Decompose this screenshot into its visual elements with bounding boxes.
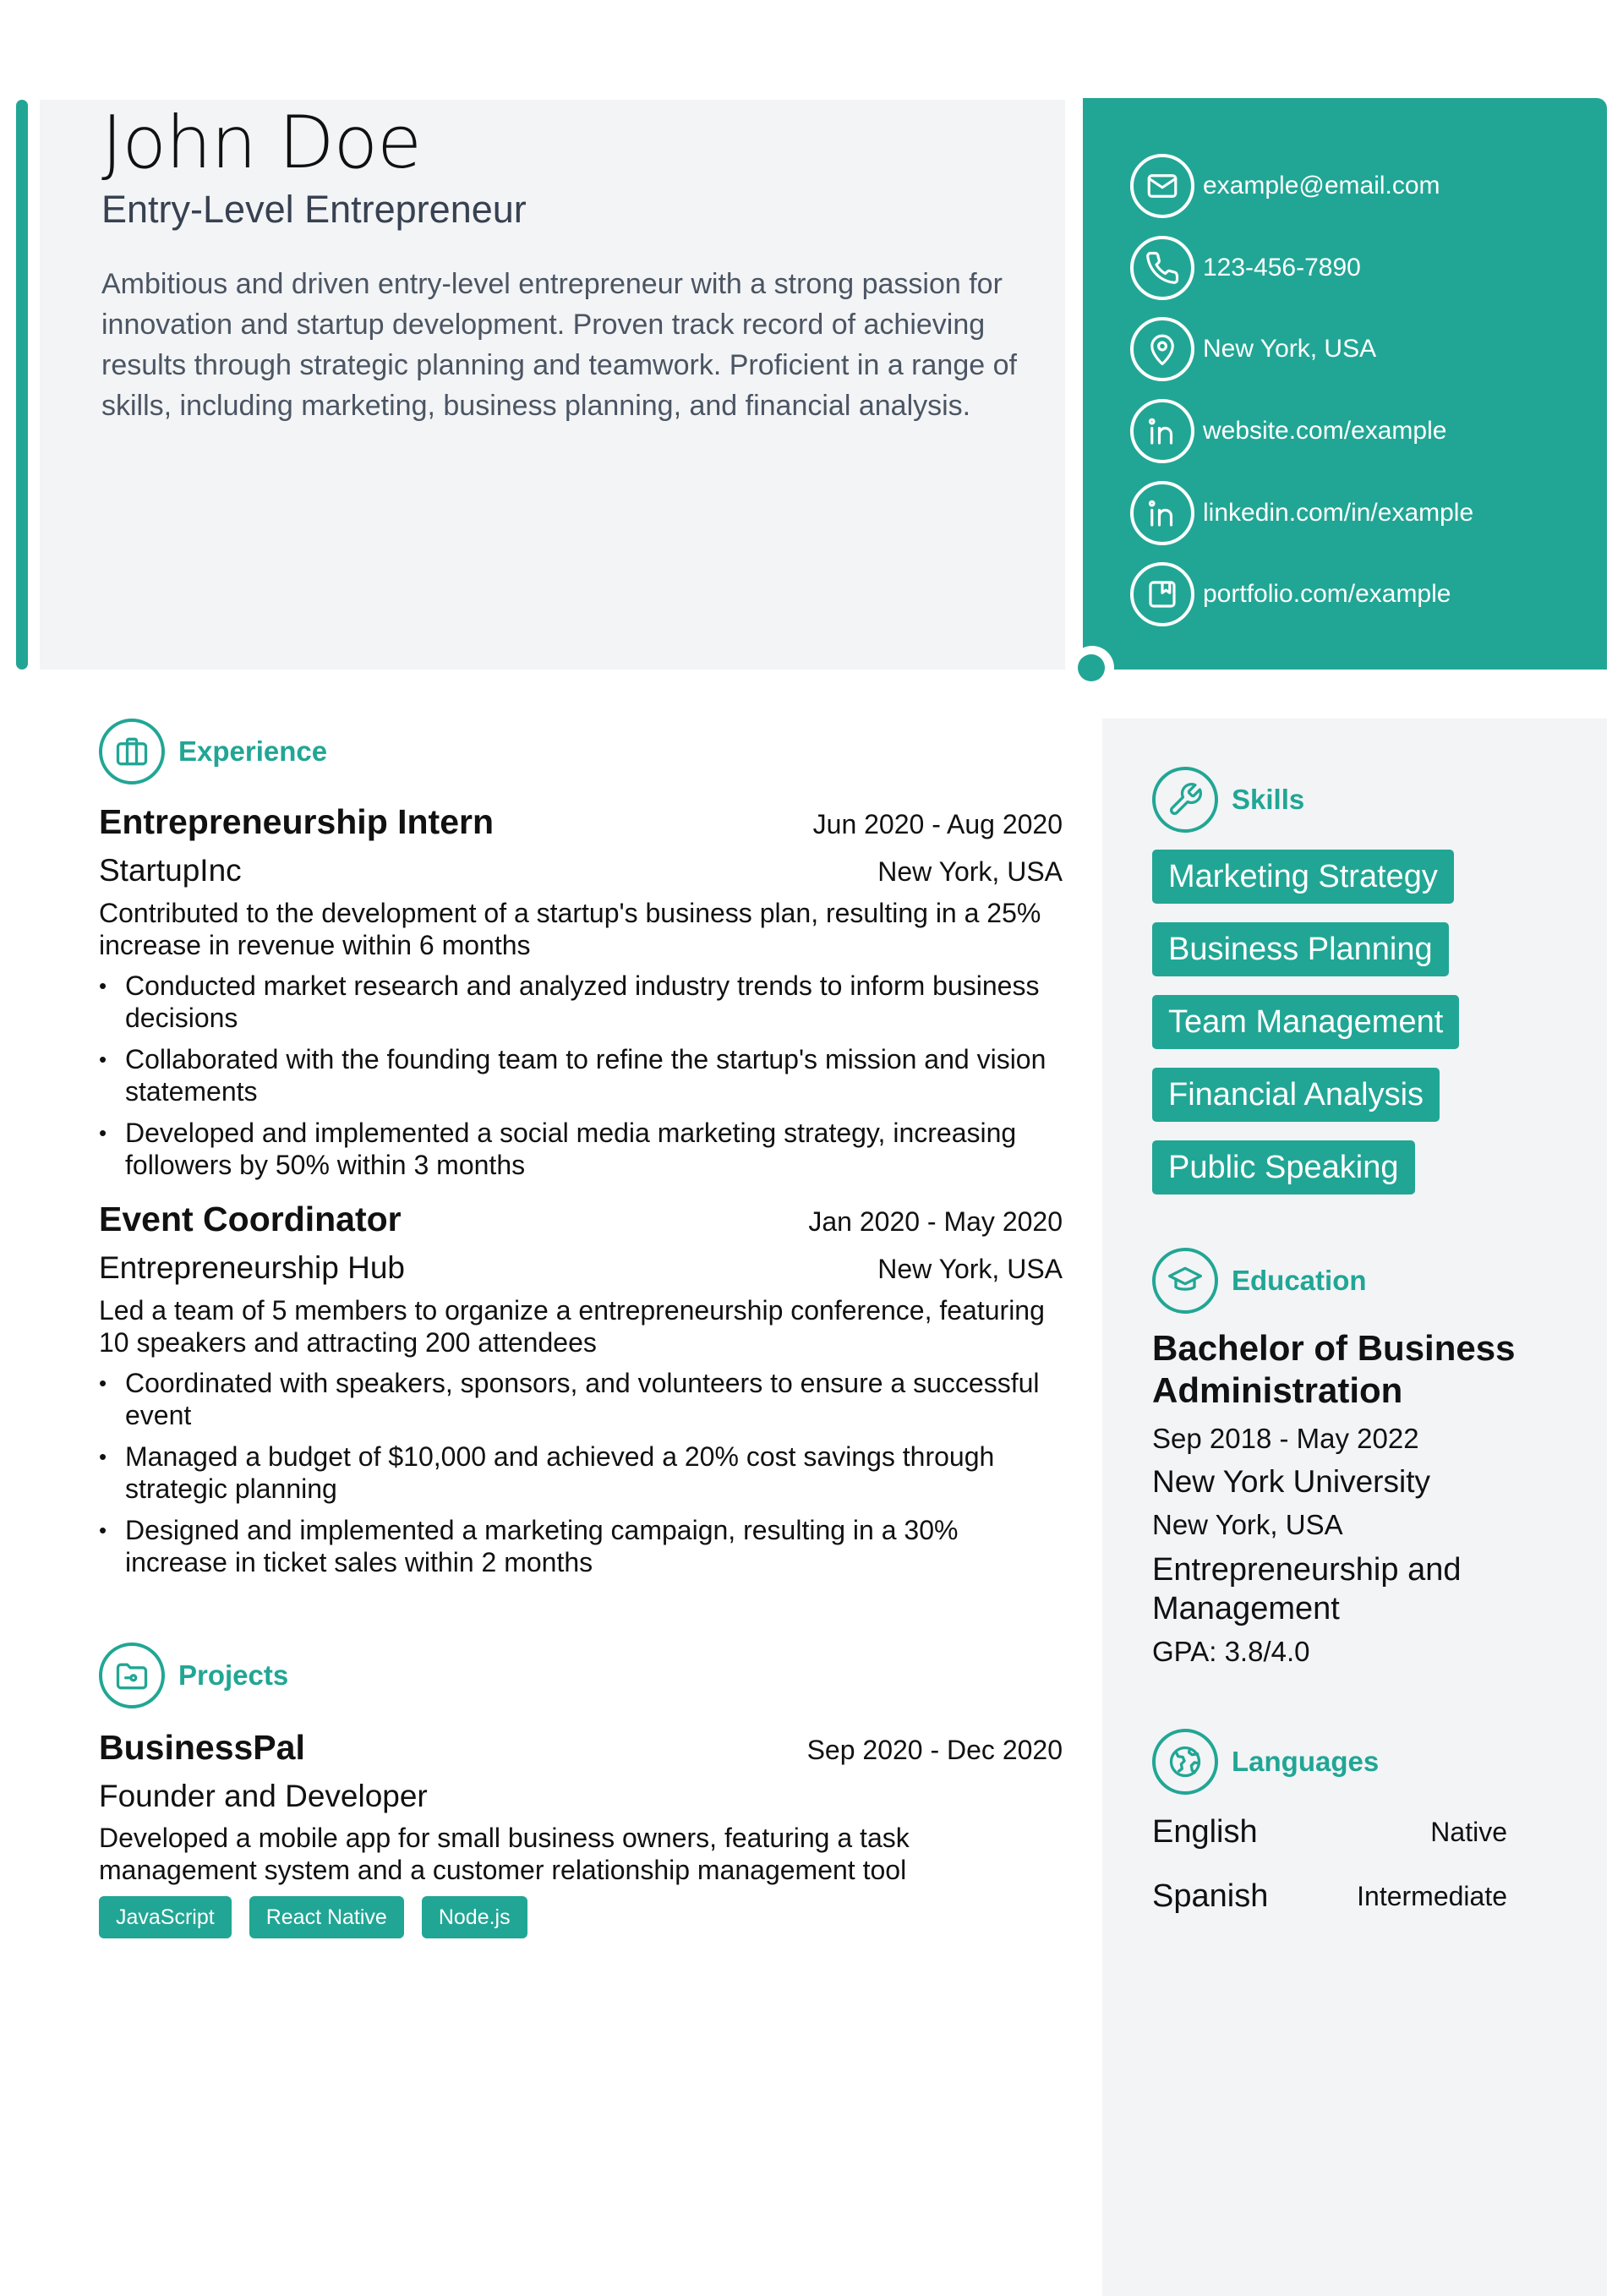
experience-title: Experience [178, 735, 328, 767]
folder-icon [99, 1643, 165, 1708]
contact-location-text: New York, USA [1203, 335, 1377, 364]
languages-title: Languages [1232, 1746, 1380, 1777]
skill-tag: Marketing Strategy [1152, 850, 1454, 904]
education-entry [1152, 1327, 1575, 1670]
job-date: Jun 2020 - Aug 2020 [812, 809, 1063, 839]
job-company: StartupInc [99, 853, 242, 888]
job-location: New York, USA [877, 856, 1063, 887]
job-location: New York, USA [877, 1254, 1063, 1284]
contact-phone[interactable] [1130, 227, 1473, 309]
contact-linkedin[interactable] [1130, 472, 1473, 554]
globe-icon [1152, 1729, 1218, 1795]
skill-tag: Team Management [1152, 995, 1459, 1049]
language-level: Intermediate [1357, 1880, 1507, 1911]
contact-phone-text: 123-456-7890 [1203, 253, 1361, 282]
experience-heading [99, 719, 327, 784]
project-tag: Node.js [422, 1896, 527, 1938]
edu-degree: Bachelor of Business Administration [1152, 1328, 1516, 1410]
phone-icon [1130, 236, 1194, 300]
contact-location [1130, 309, 1473, 391]
person-name: John Doe [101, 101, 422, 185]
project-title: BusinessPal [99, 1728, 305, 1767]
language-name: English [1152, 1813, 1258, 1850]
job-company: Entrepreneurship Hub [99, 1250, 405, 1285]
job-bullets [99, 970, 1063, 1181]
project-tags [99, 1896, 1063, 1938]
project-summary: Developed a mobile app for small business owners, featuring a task management system and a customer relationship management tool [99, 1823, 910, 1885]
project-list [99, 1725, 1063, 1938]
graduation-cap-icon [1152, 1248, 1218, 1314]
contact-linkedin-text: linkedin.com/in/example [1203, 498, 1474, 527]
skills-title: Skills [1232, 784, 1305, 815]
edu-date: Sep 2018 - May 2022 [1152, 1423, 1419, 1454]
edu-school: New York University [1152, 1464, 1431, 1499]
job-bullet: • Designed and implemented a marketing campaign, resulting in a 30% increase in ticket sales within 2 months [99, 1514, 1063, 1578]
contact-email[interactable] [1130, 145, 1473, 227]
edu-field: Entrepreneurship and Management [1152, 1552, 1462, 1626]
languages-heading [1152, 1729, 1379, 1795]
job-title: Entrepreneurship Intern [99, 802, 495, 841]
job-summary: Contributed to the development of a startup's business plan, resulting in a 25% increase in revenue within 6 months [99, 898, 1041, 960]
map-pin-icon [1130, 317, 1194, 381]
skill-tag: Public Speaking [1152, 1140, 1415, 1194]
briefcase-icon [99, 719, 165, 784]
job-bullet: • Coordinated with speakers, sponsors, and volunteers to ensure a successful event [99, 1367, 1063, 1431]
job-bullet: • Managed a budget of $10,000 and achieved a 20% cost savings through strategic planning [99, 1440, 1063, 1505]
job-bullet: • Conducted market research and analyzed industry trends to inform business decisions [99, 970, 1063, 1034]
project-tag: React Native [249, 1896, 404, 1938]
job-bullets [99, 1367, 1063, 1578]
project-date: Sep 2020 - Dec 2020 [806, 1735, 1063, 1765]
job-bullet: • Collaborated with the founding team to refine the startup's mission and vision statements [99, 1043, 1063, 1107]
job-bullet: • Developed and implemented a social media marketing strategy, increasing followers by 50% within 3 months [99, 1117, 1063, 1181]
job-entry [99, 1196, 1063, 1578]
contact-website[interactable] [1130, 391, 1473, 473]
contact-portfolio[interactable] [1130, 554, 1473, 636]
portfolio-icon [1130, 562, 1194, 626]
education-title: Education [1232, 1265, 1367, 1296]
linkedin-icon [1130, 399, 1194, 463]
contact-portfolio-text: portfolio.com/example [1203, 580, 1451, 609]
projects-heading [99, 1643, 288, 1708]
skill-tag: Business Planning [1152, 922, 1449, 976]
experience-list [99, 799, 1063, 1588]
education-heading [1152, 1248, 1367, 1314]
skill-list [1152, 850, 1459, 1194]
skills-heading [1152, 767, 1304, 833]
edu-location: New York, USA [1152, 1509, 1343, 1540]
language-name: Spanish [1152, 1878, 1269, 1914]
accent-stripe [16, 100, 28, 670]
job-title: Event Coordinator [99, 1200, 402, 1238]
job-entry [99, 799, 1063, 1181]
wrench-icon [1152, 767, 1218, 833]
projects-title: Projects [178, 1659, 289, 1691]
linkedin-icon [1130, 481, 1194, 545]
project-role: Founder and Developer [99, 1779, 428, 1813]
language-row [1152, 1809, 1507, 1855]
contact-website-text: website.com/example [1203, 417, 1447, 446]
language-row [1152, 1873, 1507, 1919]
header-notch-dot [1078, 654, 1105, 681]
language-list [1152, 1809, 1507, 1938]
contact-panel [1083, 98, 1607, 670]
skill-tag: Financial Analysis [1152, 1068, 1440, 1122]
language-level: Native [1430, 1816, 1507, 1847]
person-headline: Entry-Level Entrepreneur [101, 188, 527, 231]
edu-gpa: GPA: 3.8/4.0 [1152, 1636, 1310, 1667]
profile-summary: Ambitious and driven entry-level entrepreneur with a strong passion for innovation and startup development. Proven track record of achieving results through strategic planning and teamwork. Proficient in a range of skills, including marketing, business planning, and financial analysis. [101, 268, 1017, 422]
project-tag: JavaScript [99, 1896, 232, 1938]
job-summary: Led a team of 5 members to organize a entrepreneurship conference, featuring 10 speakers and attracting 200 attendees [99, 1295, 1045, 1358]
project-entry [99, 1725, 1063, 1938]
contact-list [1130, 145, 1473, 636]
header-panel [40, 100, 1065, 670]
job-date: Jan 2020 - May 2020 [808, 1206, 1063, 1237]
mail-icon [1130, 154, 1194, 218]
contact-email-text: example@email.com [1203, 172, 1440, 200]
